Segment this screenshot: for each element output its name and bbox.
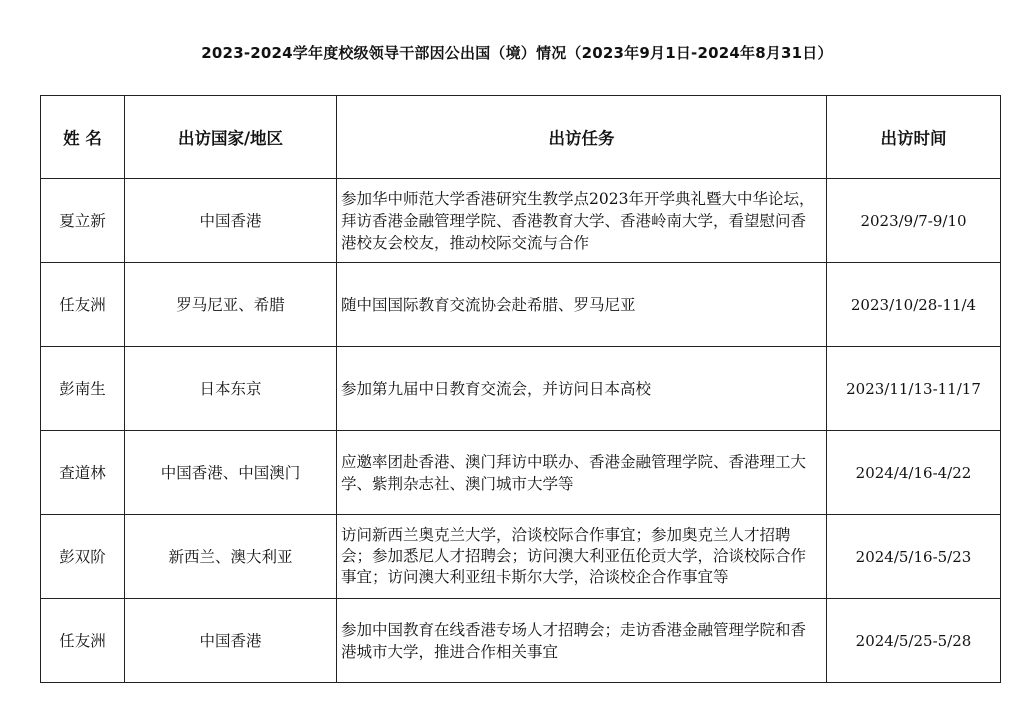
cell-date: 2023/10/28-11/4: [827, 263, 1001, 347]
table-row: [41, 515, 1001, 599]
cell-name: 彭双阶: [41, 515, 125, 599]
cell-date: 2024/4/16-4/22: [827, 431, 1001, 515]
cell-name: 夏立新: [41, 179, 125, 263]
cell-task: 随中国国际教育交流协会赴希腊、罗马尼亚: [337, 263, 827, 347]
header-region: 出访国家/地区: [125, 96, 337, 179]
cell-date: 2024/5/16-5/23: [827, 515, 1001, 599]
table-row: [41, 431, 1001, 515]
cell-date: 2023/11/13-11/17: [827, 347, 1001, 431]
header-task: 出访任务: [337, 96, 827, 179]
table-row: [41, 263, 1001, 347]
cell-name: 查道林: [41, 431, 125, 515]
cell-name: 彭南生: [41, 347, 125, 431]
header-date: 出访时间: [827, 96, 1001, 179]
trips-table: [40, 95, 1001, 683]
table-row: [41, 599, 1001, 683]
cell-task: 参加第九届中日教育交流会，并访问日本高校: [337, 347, 827, 431]
cell-task: 参加中国教育在线香港专场人才招聘会；走访香港金融管理学院和香港城市大学，推进合作相关事宜: [337, 599, 827, 683]
document-title: 2023-2024学年度校级领导干部因公出国（境）情况（2023年9月1日-2024年8月31日）: [201, 44, 833, 62]
cell-task: 参加华中师范大学香港研究生教学点2023年开学典礼暨大中华论坛，拜访香港金融管理学院、香港教育大学、香港岭南大学，看望慰问香港校友会校友，推动校际交流与合作: [337, 179, 827, 263]
cell-date: 2024/5/25-5/28: [827, 599, 1001, 683]
cell-region: 罗马尼亚、希腊: [125, 263, 337, 347]
table-row: [41, 347, 1001, 431]
cell-task: 访问新西兰奥克兰大学，洽谈校际合作事宜；参加奥克兰人才招聘会；参加悉尼人才招聘会；访问澳大利亚伍伦贡大学，洽谈校际合作事宜；访问澳大利亚纽卡斯尔大学，洽谈校企合作事宜等: [337, 515, 827, 599]
cell-region: 中国香港: [125, 599, 337, 683]
cell-task: 应邀率团赴香港、澳门拜访中联办、香港金融管理学院、香港理工大学、紫荆杂志社、澳门城市大学等: [337, 431, 827, 515]
cell-date: 2023/9/7-9/10: [827, 179, 1001, 263]
header-name: 姓 名: [41, 96, 125, 179]
cell-region: 中国香港: [125, 179, 337, 263]
table-header-row: [41, 96, 1001, 179]
cell-region: 新西兰、澳大利亚: [125, 515, 337, 599]
table-row: [41, 179, 1001, 263]
cell-region: 日本东京: [125, 347, 337, 431]
cell-name: 任友洲: [41, 263, 125, 347]
cell-name: 任友洲: [41, 599, 125, 683]
cell-region: 中国香港、中国澳门: [125, 431, 337, 515]
